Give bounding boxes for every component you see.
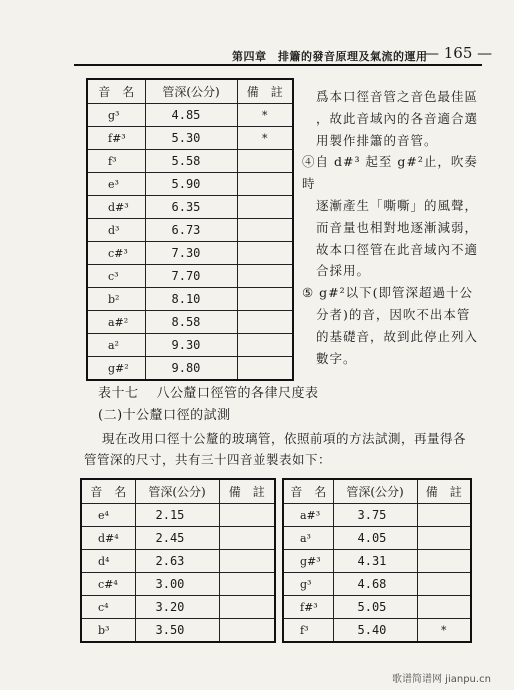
- depth-cell: 7.70: [145, 265, 237, 288]
- table-10mm-pipe-depths-left: [80, 478, 276, 643]
- pitch-cell: f³: [283, 619, 333, 643]
- note-cell: [237, 150, 293, 173]
- pitch-cell: c#⁴: [81, 573, 135, 596]
- depth-cell: 8.58: [145, 311, 237, 334]
- table-row: [283, 504, 471, 527]
- depth-cell: 6.35: [145, 196, 237, 219]
- note-cell: [237, 357, 293, 381]
- table-10mm-pipe-depths-right: [282, 478, 472, 643]
- table-row: [87, 104, 293, 127]
- table-row: [283, 550, 471, 573]
- side-line: 數字。: [316, 350, 357, 366]
- pitch-cell: g³: [87, 104, 145, 127]
- section-subheading: (二)十公釐口徑的試測: [98, 408, 231, 423]
- header-note: 備 註: [417, 479, 471, 504]
- side-line: 逐漸產生「嘶嘶」的風聲，: [316, 197, 479, 213]
- pitch-cell: e³: [87, 173, 145, 196]
- note-cell: [417, 527, 471, 550]
- table-row: [87, 127, 293, 150]
- pitch-cell: g#²: [87, 357, 145, 381]
- pitch-cell: d#⁴: [81, 527, 135, 550]
- depth-cell: 6.73: [145, 219, 237, 242]
- pitch-cell: c³: [87, 265, 145, 288]
- header-depth: 管深(公分): [333, 479, 417, 504]
- note-cell: [237, 265, 293, 288]
- pitch-cell: c#³: [87, 242, 145, 265]
- depth-cell: 9.30: [145, 334, 237, 357]
- depth-cell: 5.05: [333, 596, 417, 619]
- table-row: [81, 619, 275, 643]
- table-row: [87, 150, 293, 173]
- depth-cell: 3.00: [135, 573, 219, 596]
- pitch-cell: c⁴: [81, 596, 135, 619]
- depth-cell: 5.90: [145, 173, 237, 196]
- side-commentary: [302, 86, 484, 369]
- depth-cell: 2.15: [135, 504, 219, 527]
- side-line: 分者)的音，因吹不出本管: [316, 306, 471, 322]
- header-pitch: 音 名: [283, 479, 333, 504]
- pitch-cell: d⁴: [81, 550, 135, 573]
- table-row: [87, 288, 293, 311]
- note-cell: [219, 504, 275, 527]
- depth-cell: 2.45: [135, 527, 219, 550]
- depth-cell: 4.31: [333, 550, 417, 573]
- table-row: [87, 173, 293, 196]
- table-row: [87, 265, 293, 288]
- depth-cell: 4.68: [333, 573, 417, 596]
- depth-cell: 8.10: [145, 288, 237, 311]
- side-line: 的基礎音，故到此停止列入: [316, 328, 479, 344]
- table-row: [283, 527, 471, 550]
- header-pitch: 音 名: [81, 479, 135, 504]
- note-cell: [219, 527, 275, 550]
- note-cell: [417, 596, 471, 619]
- table-row: [81, 504, 275, 527]
- depth-cell: 4.05: [333, 527, 417, 550]
- page-header: [0, 0, 514, 62]
- note-cell: *: [417, 619, 471, 643]
- pitch-cell: a³: [283, 527, 333, 550]
- note-cell: [237, 196, 293, 219]
- header-depth: 管深(公分): [135, 479, 219, 504]
- table-row: [81, 527, 275, 550]
- note-cell: [417, 573, 471, 596]
- table-row: [283, 596, 471, 619]
- table-row: [87, 357, 293, 381]
- pitch-cell: f#³: [283, 596, 333, 619]
- pitch-cell: g#³: [283, 550, 333, 573]
- pitch-cell: a#²: [87, 311, 145, 334]
- pitch-cell: f³: [87, 150, 145, 173]
- side-line: ④自 d#³ 起至 g#²止，吹奏時: [302, 154, 478, 192]
- pitch-cell: e⁴: [81, 504, 135, 527]
- site-watermark: 歌谱简谱网 jianpu.cn: [392, 674, 491, 685]
- note-cell: *: [237, 127, 293, 150]
- depth-cell: 2.63: [135, 550, 219, 573]
- note-cell: [237, 219, 293, 242]
- paragraph-line: 現在改用口徑十公釐的玻璃管，依照前項的方法試測，再量得各: [102, 431, 467, 446]
- note-cell: [237, 334, 293, 357]
- table-header-row: [87, 79, 293, 104]
- table-header-row: [81, 479, 275, 504]
- note-cell: [417, 504, 471, 527]
- header-depth: 管深(公分): [145, 79, 237, 104]
- side-line: 合採用。: [316, 263, 371, 279]
- depth-cell: 4.85: [145, 104, 237, 127]
- note-cell: [219, 619, 275, 643]
- pitch-cell: a#³: [283, 504, 333, 527]
- side-line: 而音量也相對地逐漸減弱，: [316, 219, 479, 235]
- table-row: [81, 596, 275, 619]
- pitch-cell: g³: [283, 573, 333, 596]
- table-caption: [98, 382, 319, 401]
- table-row: [87, 334, 293, 357]
- table-row: [87, 311, 293, 334]
- paragraph-line: 管管深的尺寸，共有三十四音並製表如下：: [84, 452, 332, 467]
- note-cell: [237, 242, 293, 265]
- pitch-cell: d#³: [87, 196, 145, 219]
- table-row: [283, 573, 471, 596]
- table-8mm-pipe-depths: [86, 78, 294, 381]
- note-cell: [237, 311, 293, 334]
- side-line: 用製作排簫的音管。: [316, 132, 438, 148]
- depth-cell: 5.40: [333, 619, 417, 643]
- side-line: 爲本口徑音管之音色最佳區: [316, 89, 479, 104]
- pitch-cell: b²: [87, 288, 145, 311]
- table-row: [87, 219, 293, 242]
- depth-cell: 5.30: [145, 127, 237, 150]
- depth-cell: 5.58: [145, 150, 237, 173]
- pitch-cell: d³: [87, 219, 145, 242]
- side-line: ⑤ g#²以下(即管深超過十公: [302, 285, 474, 301]
- pitch-cell: a²: [87, 334, 145, 357]
- note-cell: [219, 573, 275, 596]
- header-note: 備 註: [237, 79, 293, 104]
- note-cell: [219, 550, 275, 573]
- body-paragraph: [84, 428, 484, 470]
- table-row: [81, 550, 275, 573]
- note-cell: [219, 596, 275, 619]
- table-row: [87, 242, 293, 265]
- note-cell: [237, 288, 293, 311]
- depth-cell: 3.50: [135, 619, 219, 643]
- table-row: [81, 573, 275, 596]
- side-line: 故本口徑管在此音域內不適: [316, 241, 479, 257]
- caption-number: 表十七: [98, 386, 139, 401]
- caption-text: 八公釐口徑管的各律尺度表: [156, 386, 319, 401]
- table-header-row: [283, 479, 471, 504]
- note-cell: *: [237, 104, 293, 127]
- page-number: — 165 —: [424, 44, 493, 62]
- depth-cell: 7.30: [145, 242, 237, 265]
- header-note: 備 註: [219, 479, 275, 504]
- header-rule: [74, 64, 482, 66]
- depth-cell: 3.20: [135, 596, 219, 619]
- pitch-cell: f#³: [87, 127, 145, 150]
- header-pitch: 音 名: [87, 79, 145, 104]
- note-cell: [237, 173, 293, 196]
- note-cell: [417, 550, 471, 573]
- pitch-cell: b³: [81, 619, 135, 643]
- chapter-title: 第四章 排簫的發音原理及氣流的運用: [232, 50, 428, 63]
- depth-cell: 3.75: [333, 504, 417, 527]
- side-line: ，故此音域內的各音適合選: [316, 110, 479, 126]
- depth-cell: 9.80: [145, 357, 237, 381]
- table-row: [283, 619, 471, 643]
- table-row: [87, 196, 293, 219]
